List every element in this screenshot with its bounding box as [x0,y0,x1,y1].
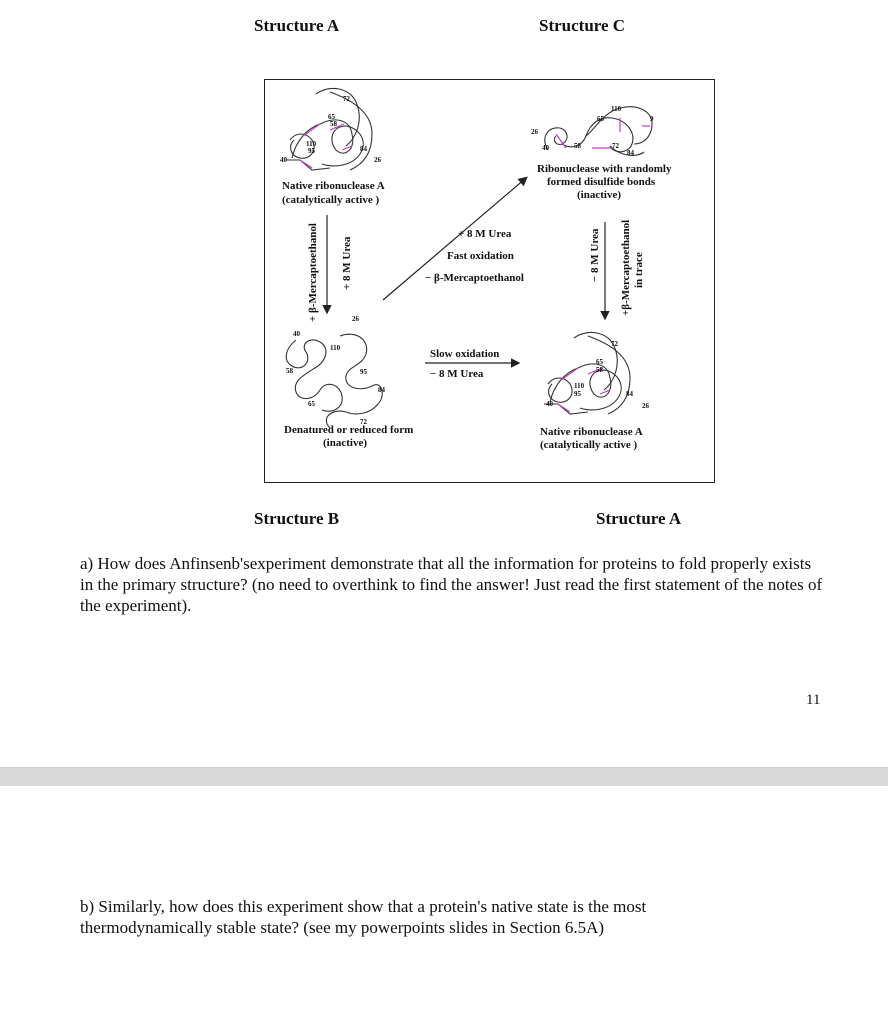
denatured-subtitle: (inactive) [323,437,367,449]
residue-label: 95 [308,147,315,155]
residue-label: 58 [574,142,581,150]
heading-structure-b: Structure B [254,509,340,528]
slow-oxidation-label-1: Slow oxidation [430,348,500,360]
residue-label: 9 [650,115,654,123]
residue-label: 40 [546,400,553,408]
arrow-denature-label-2: + 8 M Urea [341,236,353,290]
heading-structure-a-bottom: Structure A [596,509,682,528]
arrow-right-label-1: − 8 M Urea [589,228,601,282]
residue-label: 110 [574,382,585,390]
residue-label: 95 [360,368,367,376]
residue-label: 58 [596,366,603,374]
residue-label: 40 [280,156,287,164]
slow-oxidation-label-2: − 8 M Urea [430,368,484,380]
native-top-subtitle: (catalytically active ) [282,194,380,206]
native-top-title: Native ribonuclease A [282,180,385,192]
page-divider [0,768,888,786]
question-a: a) How does Anfinsenb'sexperiment demonstrate that all the information for proteins to fold properly exists in the primary structure? (no need to overthink to find the answer! Just read the first statement of the notes of the experiment). [80,554,823,615]
native-protein-top-drawing [286,88,372,170]
residue-label: 26 [374,156,381,164]
residue-label: 58 [286,367,293,375]
residue-label: 110 [611,105,622,113]
residue-label: 72 [612,142,619,150]
residue-label: 110 [306,140,317,148]
native-bottom-residues [546,340,650,410]
residue-label: 65 [328,113,335,121]
fast-oxidation-label-2: Fast oxidation [447,250,514,262]
arrow-right-label-3: in trace [633,252,645,288]
residue-label: 84 [378,386,385,394]
denatured-title: Denatured or reduced form [284,424,414,436]
residue-label: 58 [330,120,337,128]
residue-label: 95 [574,390,581,398]
native-bottom-title: Native ribonuclease A [540,426,643,438]
native-bottom-subtitle: (catalytically active ) [540,439,638,451]
heading-structure-a-top: Structure A [254,16,340,35]
residue-label: 65 [596,358,603,366]
scrambled-line1: Ribonuclease with randomly [537,163,672,175]
page-number: 11 [806,692,821,708]
scrambled-residues [531,105,654,157]
residue-label: 84 [627,149,634,157]
heading-structure-c: Structure C [539,16,626,35]
residue-label: 65 [308,400,315,408]
residue-label: 40 [293,330,300,338]
fast-oxidation-label-3: − β-Mercaptoethanol [425,272,524,284]
residue-label: 26 [531,128,538,136]
residue-label: 72 [360,418,367,426]
residue-label: 84 [626,390,633,398]
fast-oxidation-label-1: + 8 M Urea [458,228,512,240]
residue-label: 26 [352,315,359,323]
residue-label: 40 [542,144,549,152]
residue-label: 72 [611,340,618,348]
arrow-right-label-2: +β-Mercaptoethanol [620,219,632,316]
arrow-denature-label-1: + β-Mercaptoethanol [307,223,319,322]
residue-label: 110 [330,344,341,352]
scrambled-line2: formed disulfide bonds [547,176,656,188]
residue-label: 84 [360,145,367,153]
residue-label: 65 [597,115,604,123]
residue-label: 72 [343,95,350,103]
residue-label: 26 [642,402,649,410]
question-b: b) Similarly, how does this experiment show that a protein's native state is the most thermodynamically stable state? (see my powerpoints slides in Section 6.5A) [80,897,647,937]
scrambled-line3: (inactive) [577,189,621,201]
